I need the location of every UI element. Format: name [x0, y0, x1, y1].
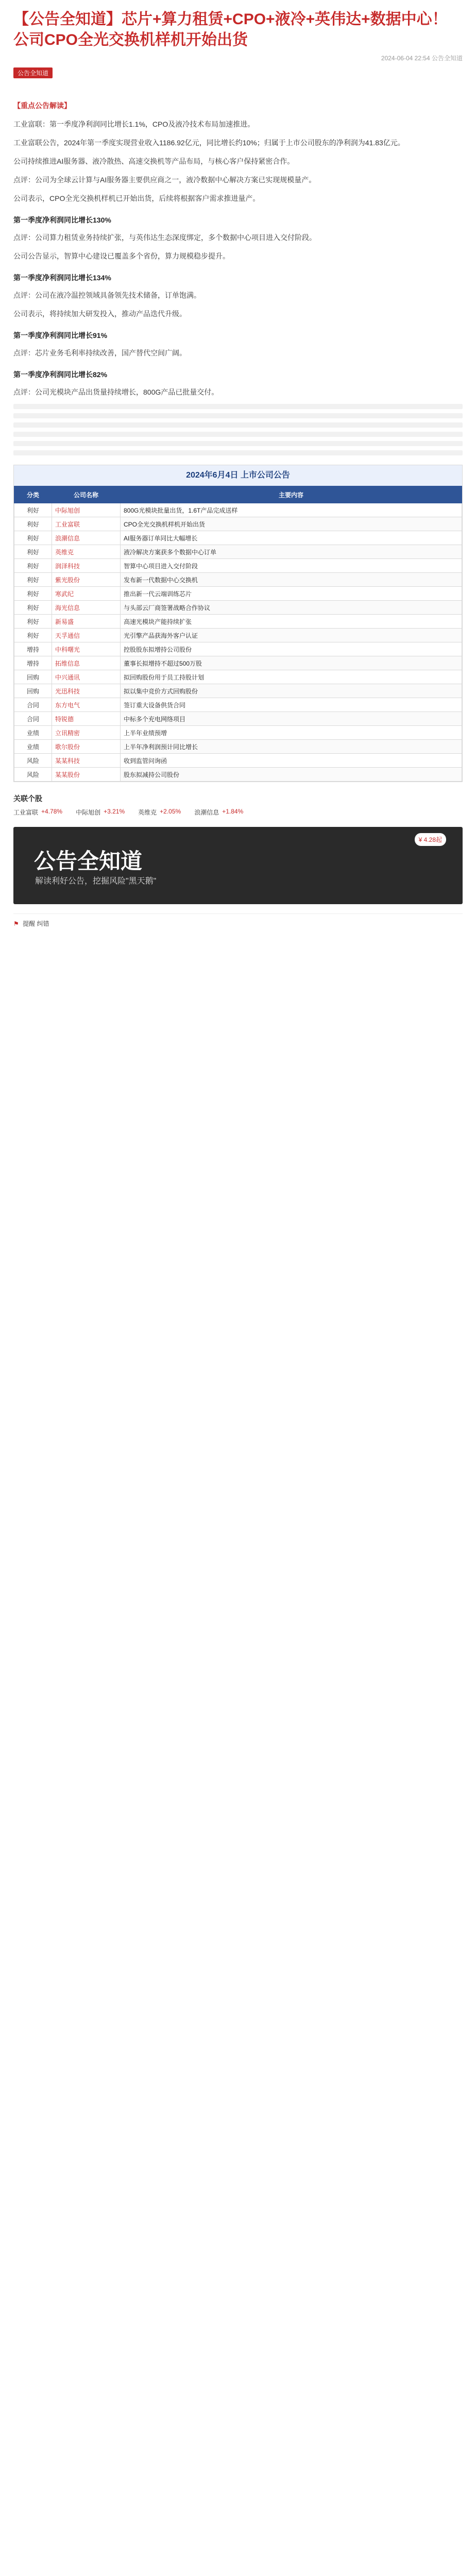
related-stock[interactable]: [76, 808, 125, 817]
table-row: [14, 740, 462, 754]
filler-lines: [13, 404, 463, 455]
paragraph: 点评：公司光模块产品出货量持续增长，800G产品已批量交付。: [13, 388, 219, 396]
article-header: [0, 0, 476, 81]
table-row: [14, 754, 462, 768]
cell-company[interactable]: 拓维信息: [52, 656, 121, 670]
cell-content: 智算中心项目进入交付阶段: [121, 559, 462, 573]
paragraph: 点评：公司算力租赁业务持续扩张，与英伟达生态深度绑定，多个数据中心项目进入交付阶段。: [13, 233, 316, 242]
table-title: 2024年6月4日 上市公司公告: [14, 465, 462, 486]
header-company: 公司名称: [52, 486, 121, 503]
paragraph: 公司公告显示，智算中心建设已覆盖多个省份，算力规模稳步提升。: [13, 252, 230, 260]
cell-company[interactable]: 紫光股份: [52, 573, 121, 587]
cell-content: 签订重大设备供货合同: [121, 698, 462, 712]
table-row: [14, 517, 462, 531]
cell-company[interactable]: 特锐德: [52, 712, 121, 726]
cell-content: 与头部云厂商签署战略合作协议: [121, 601, 462, 615]
cell-content: 液冷解决方案获多个数据中心订单: [121, 545, 462, 559]
cell-company[interactable]: 歌尔股份: [52, 740, 121, 754]
article-meta: 2024-06-04 22:54 公告全知道: [381, 55, 463, 62]
cell-category: 风险: [14, 754, 52, 768]
banner-subtitle: 解读利好公告，挖掘风险"黑天鹅": [35, 877, 157, 886]
cell-company[interactable]: 光迅科技: [52, 684, 121, 698]
cell-category: 合同: [14, 712, 52, 726]
section-title: 【重点公告解读】: [13, 101, 71, 110]
cell-category: 增持: [14, 656, 52, 670]
paragraph: 公司表示，CPO全光交换机样机已开始出货，后续将根据客户需求推进量产。: [13, 194, 260, 202]
cell-content: 拟回购股份用于员工持股计划: [121, 670, 462, 684]
cell-company[interactable]: 海光信息: [52, 601, 121, 615]
article-page: [0, 0, 476, 939]
table-row: [14, 768, 462, 782]
cell-company[interactable]: 中际旭创: [52, 503, 121, 517]
cell-company[interactable]: 立讯精密: [52, 726, 121, 740]
cell-content: 中标多个充电网络项目: [121, 712, 462, 726]
cell-content: 发布新一代数据中心交换机: [121, 573, 462, 587]
cell-content: 董事长拟增持不超过500万股: [121, 656, 462, 670]
paragraph: 点评：公司在液冷温控领域具备领先技术储备，订单饱满。: [13, 291, 201, 299]
table-row: [14, 656, 462, 670]
stock-change: +3.21%: [104, 808, 125, 815]
cell-content: 推出新一代云端训练芯片: [121, 587, 462, 601]
table-row: [14, 642, 462, 656]
cell-content: 上半年净利润预计同比增长: [121, 740, 462, 754]
related-stock[interactable]: [138, 808, 181, 817]
cell-company[interactable]: 天孚通信: [52, 629, 121, 642]
cell-category: 增持: [14, 642, 52, 656]
related-stocks: [13, 793, 463, 817]
cell-content: 高速光模块产能持续扩张: [121, 615, 462, 629]
stock-change: +2.05%: [160, 808, 181, 815]
subsection-title: 第一季度净利润同比增长91%: [13, 331, 108, 340]
banner-title: 公告全知道: [34, 849, 143, 873]
cell-company[interactable]: 英维克: [52, 545, 121, 559]
stock-name: 中际旭创: [76, 809, 101, 816]
cell-category: 回购: [14, 684, 52, 698]
table-row: [14, 684, 462, 698]
paragraph: 工业富联公告，2024年第一季度实现营业收入1186.92亿元，同比增长约10%；归属于上市公司股东的净利润为41.83亿元。: [13, 139, 405, 147]
cell-content: 光引擎产品获海外客户认证: [121, 629, 462, 642]
cell-company[interactable]: 寒武纪: [52, 587, 121, 601]
cell-category: 合同: [14, 698, 52, 712]
promo-banner[interactable]: [13, 827, 463, 904]
cell-company[interactable]: 东方电气: [52, 698, 121, 712]
related-stock[interactable]: [13, 808, 62, 817]
cell-category: 利好: [14, 545, 52, 559]
table-row: [14, 629, 462, 642]
cell-category: 利好: [14, 601, 52, 615]
cell-content: 上半年业绩预增: [121, 726, 462, 740]
cell-content: CPO全光交换机样机开始出货: [121, 517, 462, 531]
paragraph: 工业富联：第一季度净利润同比增长1.1%，CPO及液冷技术布局加速推进。: [13, 120, 255, 128]
paragraph: 点评：芯片业务毛利率持续改善，国产替代空间广阔。: [13, 349, 186, 357]
cell-company[interactable]: 新易盛: [52, 615, 121, 629]
table-row: [14, 670, 462, 684]
table-row: [14, 698, 462, 712]
paragraph: 公司表示，将持续加大研发投入，推动产品迭代升级。: [13, 310, 186, 318]
table-row: [14, 712, 462, 726]
cell-company[interactable]: 某某股份: [52, 768, 121, 782]
stock-name: 工业富联: [13, 809, 39, 816]
article-title: 【公告全知道】芯片+算力租赁+CPO+液冷+英伟达+数据中心！公司CPO全光交换机样机开始出货: [13, 11, 448, 48]
cell-company[interactable]: 某某科技: [52, 754, 121, 768]
cell-category: 业绩: [14, 740, 52, 754]
cell-company[interactable]: 中兴通讯: [52, 670, 121, 684]
header-content: 主要内容: [121, 486, 462, 503]
cell-category: 利好: [14, 517, 52, 531]
cell-company[interactable]: 工业富联: [52, 517, 121, 531]
table-row: [14, 573, 462, 587]
table-row: [14, 545, 462, 559]
paragraph: 公司持续推进AI服务器、液冷散热、高速交换机等产品布局，与核心客户保持紧密合作。: [13, 157, 295, 165]
stock-name: 英维克: [138, 809, 157, 816]
header-category: 分类: [14, 486, 52, 503]
cell-content: 拟以集中竞价方式回购股份: [121, 684, 462, 698]
banner-price[interactable]: ¥ 4.28起: [415, 833, 446, 846]
subsection-title: 第一季度净利润同比增长130%: [13, 216, 111, 224]
stock-change: +4.78%: [41, 808, 63, 815]
cell-category: 业绩: [14, 726, 52, 740]
flag-icon: ⚑: [13, 920, 19, 927]
article-footer: [13, 913, 463, 928]
cell-category: 利好: [14, 573, 52, 587]
paragraph: 点评：公司为全球云计算与AI服务器主要供应商之一，液冷数据中心解决方案已实现规模量产。: [13, 176, 316, 184]
cell-category: 利好: [14, 629, 52, 642]
table-row: [14, 615, 462, 629]
related-title: 关联个股: [13, 794, 42, 803]
cell-content: AI服务器订单同比大幅增长: [121, 531, 462, 545]
cell-category: 风险: [14, 768, 52, 782]
report-link[interactable]: 提醒 纠错: [23, 920, 49, 927]
table-row: [14, 559, 462, 573]
cell-content: 收到监管问询函: [121, 754, 462, 768]
cell-category: 利好: [14, 615, 52, 629]
cell-category: 回购: [14, 670, 52, 684]
table-row: [14, 587, 462, 601]
table-row: [14, 531, 462, 545]
subsection-title: 第一季度净利润同比增长134%: [13, 274, 111, 282]
related-stock[interactable]: [194, 808, 243, 817]
cell-category: 利好: [14, 531, 52, 545]
cell-company[interactable]: 润泽科技: [52, 559, 121, 573]
table-row: [14, 601, 462, 615]
cell-content: 控股股东拟增持公司股份: [121, 642, 462, 656]
article-content: [0, 81, 476, 455]
subsection-title: 第一季度净利润同比增长82%: [13, 370, 108, 379]
cell-category: 利好: [14, 587, 52, 601]
table-row: [14, 503, 462, 517]
column-tag[interactable]: 公告全知道: [13, 67, 53, 78]
stock-change: +1.84%: [222, 808, 244, 815]
cell-category: 利好: [14, 559, 52, 573]
stock-name: 浪潮信息: [194, 809, 219, 816]
cell-company[interactable]: 中科曙光: [52, 642, 121, 656]
cell-content: 股东拟减持公司股份: [121, 768, 462, 782]
cell-content: 800G光模块批量出货，1.6T产品完成送样: [121, 503, 462, 517]
table-row: [14, 726, 462, 740]
cell-category: 利好: [14, 503, 52, 517]
cell-company[interactable]: 浪潮信息: [52, 531, 121, 545]
announcement-table: [13, 465, 463, 782]
